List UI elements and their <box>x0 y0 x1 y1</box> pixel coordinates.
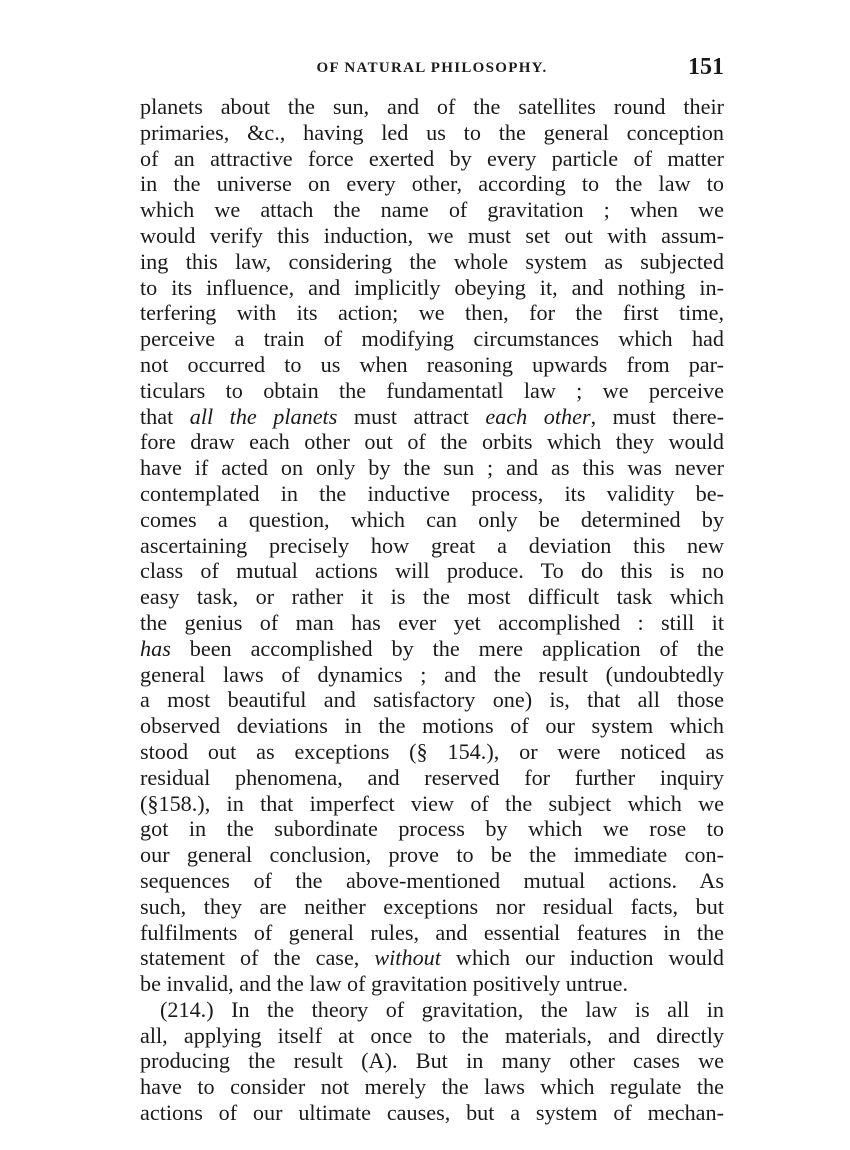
body-text <box>140 94 724 1126</box>
text-line: have if acted on only by the sun ; and as this was never <box>140 455 724 481</box>
italic-phrase: without <box>374 945 441 971</box>
text-line: be invalid, and the law of gravitation positively untrue. <box>140 971 629 997</box>
text-run: been accomplished by the mere application of the <box>170 635 724 661</box>
text-line: have to consider not merely the laws which regulate the <box>140 1074 724 1100</box>
text-line: comes a question, which can only be determined by <box>140 506 724 532</box>
text-line: our general conclusion, prove to be the immediate con- <box>140 842 724 868</box>
text-line: observed deviations in the motions of our system which <box>140 713 724 739</box>
text-run: which our induction would <box>440 945 724 971</box>
italic-phrase: each other <box>485 403 591 429</box>
text-run: statement of the case, <box>140 945 375 971</box>
text-line: would verify this induction, we must set out with assum- <box>140 222 724 248</box>
page-number: 151 <box>688 54 724 80</box>
running-head <box>140 56 724 88</box>
text-line: all, applying itself at once to the materials, and directly <box>140 1022 724 1048</box>
text-line: in the universe on every other, according to the law to <box>140 171 724 197</box>
text-line <box>140 945 724 971</box>
text-line: terfering with its action; we then, for the first time, <box>140 300 724 326</box>
text-line: not occurred to us when reasoning upwards from par- <box>140 351 724 377</box>
text-line: contemplated in the inductive process, its validity be- <box>140 480 724 506</box>
running-title: OF NATURAL PHILOSOPHY. <box>316 60 548 76</box>
text-line <box>140 636 724 662</box>
text-line: ticulars to obtain the fundamentatl law ; we perceive <box>140 377 724 403</box>
text-line: easy task, or rather it is the most difficult task which <box>140 584 724 610</box>
text-line: a most beautiful and satisfactory one) is, that all those <box>140 687 724 713</box>
text-line: perceive a train of modifying circumstances which had <box>140 326 724 352</box>
text-line: class of mutual actions will produce. To do this is no <box>140 558 724 584</box>
text-line: such, they are neither exceptions nor residual facts, but <box>140 893 724 919</box>
text-line: the genius of man has ever yet accomplished : still it <box>140 609 724 635</box>
text-line: of an attractive force exerted by every particle of matter <box>140 145 724 171</box>
text-line: general laws of dynamics ; and the result (undoubtedly <box>140 661 724 687</box>
text-line: to its influence, and implicitly obeying it, and nothing in- <box>140 274 724 300</box>
text-line: (§158.), in that imperfect view of the subject which we <box>140 790 724 816</box>
text-line: got in the subordinate process by which we rose to <box>140 816 724 842</box>
text-line: which we attach the name of gravitation ; when we <box>140 197 724 223</box>
text-line: residual phenomena, and reserved for further inquiry <box>140 764 724 790</box>
text-line: ing this law, considering the whole system as subjected <box>140 248 724 274</box>
text-line <box>140 404 724 430</box>
text-run: , must there- <box>590 403 724 429</box>
italic-phrase: all the planets <box>189 403 338 429</box>
text-line: fore draw each other out of the orbits which they would <box>140 429 724 455</box>
text-line: fulfilments of general rules, and essential features in the <box>140 919 724 945</box>
text-line: actions of our ultimate causes, but a system of mechan- <box>140 1100 724 1126</box>
text-line: ascertaining precisely how great a deviation this new <box>140 532 724 558</box>
text-line: producing the result (A). But in many other cases we <box>140 1048 724 1074</box>
book-page <box>140 56 724 1126</box>
text-line: stood out as exceptions (§ 154.), or were noticed as <box>140 738 724 764</box>
italic-phrase: has <box>140 635 171 661</box>
text-run: that <box>140 403 190 429</box>
text-line: sequences of the above-mentioned mutual actions. As <box>140 867 724 893</box>
text-line: planets about the sun, and of the satellites round their <box>140 94 724 119</box>
text-line: (214.) In the theory of gravitation, the law is all in <box>160 996 724 1022</box>
text-run: must attract <box>337 403 486 429</box>
text-line: primaries, &c., having led us to the general conception <box>140 119 724 145</box>
